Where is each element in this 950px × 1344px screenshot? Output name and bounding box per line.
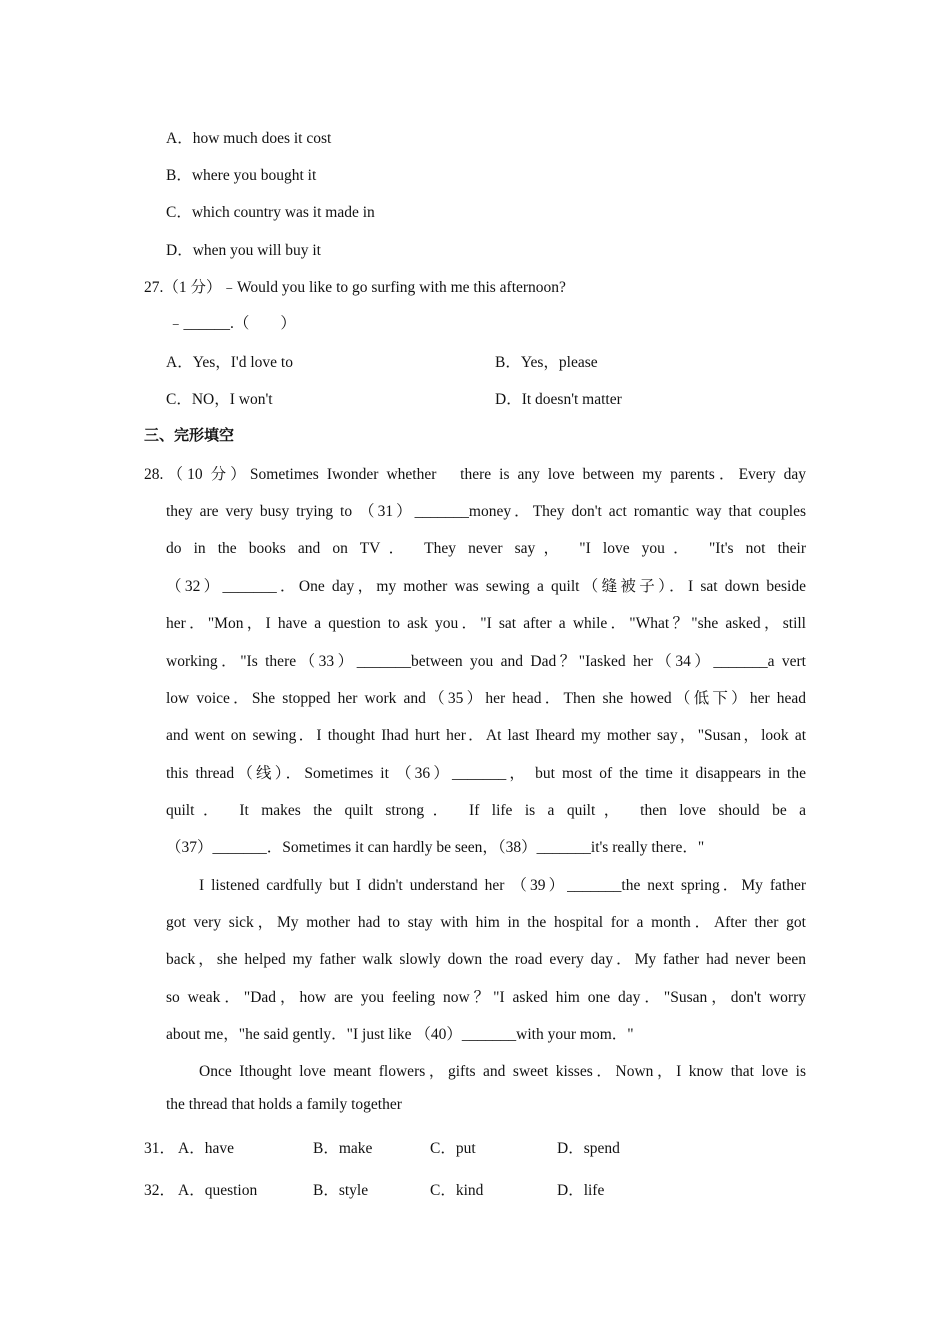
answer-option-c: C．put [430,1140,476,1157]
q27-option-d: D．It doesn't matter [495,391,622,408]
q28-line: this thread（线）．Sometimes it （36）_______， but most of the time it disappears in the [166,765,806,782]
q28-line: back，she helped my father walk slowly down the road every day．My father had never been [166,951,806,968]
q28-line: （32）_______．One day，my mother was sewing a quilt（缝被子）．I sat down beside [166,578,806,595]
q27-response: ﹣______.（ ） [168,315,296,332]
answer-number: 32． [144,1182,176,1199]
q28-line: the thread that holds a family together [166,1096,402,1113]
q28-line: low voice．She stopped her work and（35）her head．Then she howed（低下）her head [166,690,806,707]
answer-option-a: A．question [178,1182,258,1199]
answer-option-b: B．make [313,1140,373,1157]
q28-line: her．"Mon，I have a question to ask you．"I sat after a while．"What？"she asked，still [166,615,806,632]
q28-line: do in the books and on TV． They never say， "I love you． "It's not their [166,540,806,557]
option-a: A．how much does it cost [166,130,332,147]
q28-line: Once Ithought love meant flowers，gifts and sweet kisses．Nown，I know that love is [199,1063,806,1080]
q28-line: 28.（10 分）Sometimes Iwonder whether there is any love between my parents．Every day [144,466,806,483]
q28-line: got very sick，My mother had to stay with him in the hospital for a month．After ther got [166,914,806,931]
answer-option-d: D．life [557,1182,605,1199]
q28-line: so weak．"Dad，how are you feeling now？"I asked him one day．"Susan，don't worry [166,989,806,1006]
answer-number: 31． [144,1140,176,1157]
answer-option-d: D．spend [557,1140,620,1157]
q27-option-c: C．NO，I won't [166,391,273,408]
q28-line: quilt． It makes the quilt strong． If life is a quilt， then love should be a [166,802,806,819]
q28-line: about me，"he said gently．"I just like （40）_______with your mom．" [166,1026,634,1043]
option-d: D．when you will buy it [166,242,321,259]
q27-option-b: B．Yes，please [495,354,598,371]
option-b: B．where you bought it [166,167,317,184]
q28-line: they are very busy trying to （31）_______money．They don't act romantic way that couples [166,503,806,520]
q28-line: and went on sewing．I thought Ihad hurt her．At last Iheard my mother say，"Susan，look at [166,727,806,744]
q27-option-a: A．Yes，I'd love to [166,354,293,371]
q28-line: I listened cardfully but I didn't understand her （39）_______the next spring．My father [199,877,806,894]
option-c: C．which country was it made in [166,204,375,221]
q27-stem: 27.（1 分）﹣Would you like to go surfing with me this afternoon? [144,279,566,296]
answer-option-a: A．have [178,1140,234,1157]
q28-line: working．"Is there（33）_______between you and Dad？"Iasked her（34）_______a vert [166,653,806,670]
section-title: 三、完形填空 [144,426,235,444]
answer-option-c: C．kind [430,1182,484,1199]
q28-line: （37）_______．Sometimes it can hardly be seen，（38）_______it's really there．" [166,839,705,856]
answer-option-b: B．style [313,1182,369,1199]
